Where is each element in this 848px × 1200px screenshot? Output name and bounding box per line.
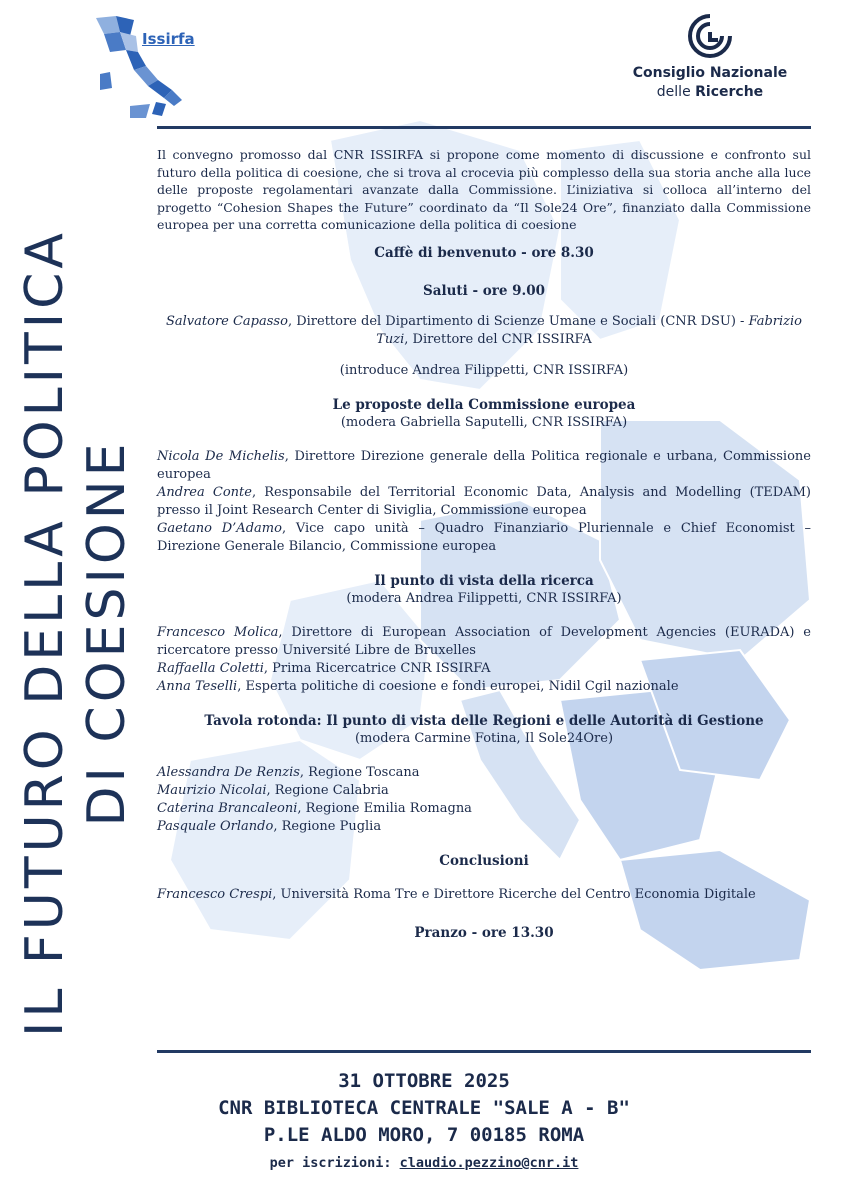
speaker-name: Francesco Crespi [157, 886, 273, 902]
speaker-name: Salvatore Capasso [165, 313, 288, 329]
research-speaker [157, 678, 811, 696]
speaker-name: Andrea Conte [157, 484, 252, 500]
cnr-name-line2-bold: Ricerche [695, 84, 764, 100]
commission-heading: Le proposte della Commissione europea [332, 396, 636, 413]
speaker-role: , Prima Ricercatrice CNR ISSIRFA [263, 660, 491, 676]
speaker-name: Pasquale Orlando [157, 818, 274, 834]
speaker-role: , Regione Puglia [273, 818, 382, 834]
speaker-name: Fabrizio Tuzi [376, 313, 803, 347]
bottom-divider [157, 1050, 811, 1053]
roundtable-heading: Tavola rotonda: Il punto di vista delle Regioni e delle Autorità di Gestione [204, 712, 764, 729]
lunch-heading: Pranzo - ore 13.30 [414, 924, 554, 941]
research-speaker [157, 660, 811, 678]
event-venue: CNR BIBLIOTECA CENTRALE "SALE A - B" [218, 1097, 630, 1119]
roundtable-speaker [157, 782, 811, 800]
commission-speaker [157, 448, 811, 484]
cnr-name [620, 64, 800, 102]
speaker-role: , Vice capo unità – Quadro Finanziario Pluriennale e Chief Economist – Direzione Generale Bilancio, Commissione europea [157, 520, 811, 554]
speaker-name: Alessandra De Renzis [157, 764, 300, 780]
cnr-name-line2 [620, 83, 800, 102]
commission-speaker [157, 520, 811, 556]
title-line-2: DI COESIONE [77, 439, 137, 827]
research-heading: Il punto di vista della ricerca [374, 572, 594, 589]
intro-paragraph: Il convegno promosso dal CNR ISSIRFA si propone come momento di discussione e confronto sul futuro della politica di coesione, che si trova al crocevia più complesso della sua storia anche alla luce delle proposte regolamentari avanzate dalla Commissione. L’iniziativa si colloca all’interno del progetto “Cohesion Shapes the Future” coordinato da “Il Sole24 Ore”, finanziato dalla Commissione europea per una corretta comunicazione della politica di coesione [157, 147, 811, 232]
conclusions-speaker [157, 886, 811, 904]
speaker-name: Raffaella Coletti [157, 660, 264, 676]
title-line-1: IL FUTURO DELLA POLITICA [15, 229, 75, 1037]
greetings-intro-note: (introduce Andrea Filippetti, CNR ISSIRFA) [339, 362, 629, 378]
cnr-logo-icon [688, 14, 732, 58]
roundtable-speaker [157, 818, 811, 836]
speaker-name: Anna Teselli [157, 678, 238, 694]
speaker-role: , Direttore del CNR ISSIRFA [404, 331, 592, 347]
cnr-name-line2-prefix: delle [656, 84, 696, 100]
speaker-role: , Esperta politiche di coesione e fondi europei, Nidil Cgil nazionale [237, 678, 679, 694]
roundtable-moderator: (modera Carmine Fotina, Il Sole24Ore) [354, 730, 614, 746]
speaker-role: , Regione Toscana [299, 764, 420, 780]
research-speaker [157, 624, 811, 660]
speaker-role: , Regione Calabria [266, 782, 389, 798]
speaker-role: , Direttore del Dipartimento di Scienze Umane e Sociali (CNR DSU) - [287, 313, 749, 329]
registration-label: per iscrizioni: [269, 1155, 400, 1171]
registration-email-link[interactable]: claudio.pezzino@cnr.it [399, 1155, 579, 1171]
greetings-speakers [157, 313, 811, 349]
commission-speaker [157, 484, 811, 520]
vertical-title [14, 178, 144, 1088]
speaker-role: , Università Roma Tre e Direttore Ricerche del Centro Economia Digitale [272, 886, 756, 902]
program-content [157, 146, 811, 942]
roundtable-speaker [157, 800, 811, 818]
greetings-heading: Saluti - ore 9.00 [422, 282, 546, 299]
top-divider [157, 126, 811, 129]
welcome-coffee-heading: Caffè di benvenuto - ore 8.30 [374, 244, 594, 261]
speaker-role: , Direttore di European Association of Development Agencies (EURADA) e ricercatore presso Université Libre de Bruxelles [157, 624, 811, 658]
event-address: P.LE ALDO MORO, 7 00185 ROMA [263, 1124, 585, 1146]
research-moderator: (modera Andrea Filippetti, CNR ISSIRFA) [346, 590, 622, 606]
speaker-name: Gaetano D’Adamo [157, 520, 282, 536]
commission-moderator: (modera Gabriella Saputelli, CNR ISSIRFA) [340, 414, 628, 430]
speaker-name: Nicola De Michelis [157, 448, 285, 464]
speaker-name: Maurizio Nicolai [157, 782, 267, 798]
issirfa-label: Issirfa [142, 30, 195, 48]
speaker-role: , Regione Emilia Romagna [297, 800, 472, 816]
speaker-role: , Responsabile del Territorial Economic Data, Analysis and Modelling (TEDAM) presso il Joint Research Center di Siviglia, Commissione europea [157, 484, 811, 518]
registration-line [157, 1151, 691, 1175]
speaker-name: Caterina Brancaleoni [157, 800, 298, 816]
cnr-name-line1: Consiglio Nazionale [632, 65, 788, 81]
speaker-name: Francesco Molica [157, 624, 279, 640]
event-details [157, 1068, 691, 1175]
conclusions-heading: Conclusioni [439, 852, 529, 869]
event-date: 31 OTTOBRE 2025 [338, 1070, 510, 1092]
roundtable-speaker [157, 764, 811, 782]
speaker-role: , Direttore Direzione generale della Politica regionale e urbana, Commissione europea [157, 448, 811, 482]
